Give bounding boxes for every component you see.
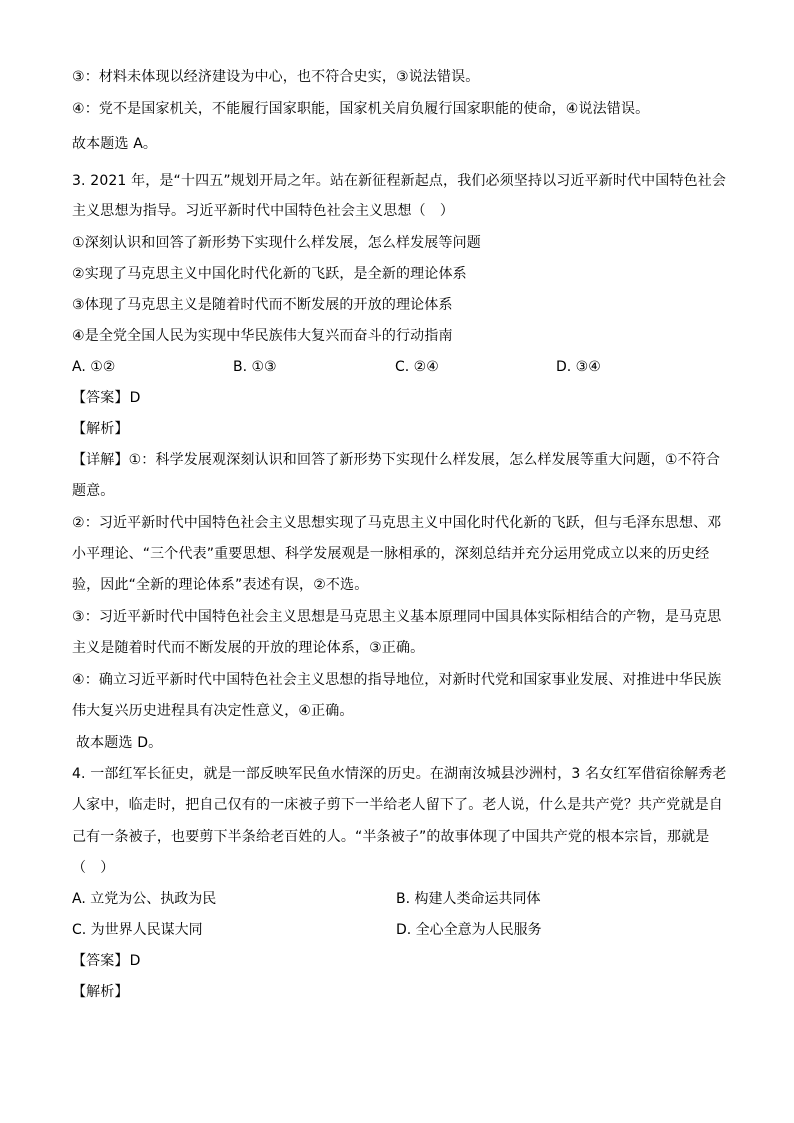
q3-item-3: ③体现了马克思主义是随着时代而不断发展的开放的理论体系 <box>72 297 453 313</box>
q4-option-a: A. 立党为公、执政为民 <box>72 891 217 907</box>
prev-point-4: ④：党不是国家机关，不能履行国家职能，国家机关肩负履行国家职能的使命，④说法错误。 <box>72 101 650 117</box>
q3-detail-1-line-1 <box>72 450 720 470</box>
q3-item-4: ④是全党全国人民为实现中华民族伟大复兴而奋斗的行动指南 <box>72 328 453 344</box>
q4-answer-row <box>72 951 141 971</box>
q3-detail-tag: 【详解】 <box>72 452 129 468</box>
q3-answer-row <box>72 388 141 408</box>
q4-option-d: D. 全心全意为人民服务 <box>396 922 542 938</box>
q3-answer-tag: 【答案】 <box>72 390 129 406</box>
q3-option-a: A. ①② <box>72 359 116 375</box>
q4-analysis-tag: 【解析】 <box>72 984 129 1000</box>
prev-point-3: ③：材料未体现以经济建设为中心，也不符合史实，③说法错误。 <box>72 69 480 85</box>
q3-detail-2-line-1: ②：习近平新时代中国特色社会主义思想实现了马克思主义中国化时代化新的飞跃，但与毛泽东思想、邓 <box>72 515 722 531</box>
q3-item-2: ②实现了马克思主义中国化时代化新的飞跃，是全新的理论体系 <box>72 266 467 282</box>
q4-stem-line-3: 己有一条被子，也要剪下半条给老百姓的人。“半条被子”的故事体现了中国共产党的根本宗旨，那就是 <box>72 829 710 845</box>
q4-answer-tag: 【答案】 <box>72 953 129 969</box>
q3-answer-value: D <box>129 390 141 406</box>
q3-option-b: B. ①③ <box>233 359 277 375</box>
q3-conclusion: 故本题选 D。 <box>76 735 163 751</box>
q4-stem-line-4: （ ） <box>72 860 115 876</box>
q3-detail-2-line-2: 小平理论、“三个代表”重要思想、科学发展观是一脉相承的，深刻总结并充分运用党成立以来的历史经 <box>72 546 710 562</box>
q3-detail-1-text: ①：科学发展观深刻认识和回答了新形势下实现什么样发展，怎么样发展等重大问题，①不符合 <box>128 452 721 468</box>
q3-detail-2-line-3: 验，因此“全新的理论体系”表述有误，②不选。 <box>72 577 369 593</box>
q3-item-1: ①深刻认识和回答了新形势下实现什么样发展，怎么样发展等问题 <box>72 235 481 251</box>
q4-stem-line-2: 人家中，临走时，把自己仅有的一床被子剪下一半给老人留下了。老人说，什么是共产党？共产党就是自 <box>72 797 723 813</box>
prev-conclusion: 故本题选 A。 <box>72 136 158 152</box>
q4-option-c: C. 为世界人民谋大同 <box>72 922 203 938</box>
q3-detail-4-line-1: ④：确立习近平新时代中国特色社会主义思想的指导地位，对新时代党和国家事业发展、对推进中华民族 <box>72 672 722 688</box>
q3-detail-3-line-1: ③：习近平新时代中国特色社会主义思想是马克思主义基本原理同中国具体实际相结合的产物，是马克思 <box>72 609 722 625</box>
q4-answer-value: D <box>129 953 141 969</box>
q4-stem-line-1: 4. 一部红军长征史，就是一部反映军民鱼水情深的历史。在湖南汝城县沙洲村，3 名女红军借宿徐解秀老 <box>72 766 727 782</box>
q3-stem-line-1: 3. 2021 年，是“十四五”规划开局之年。站在新征程新起点，我们必须坚持以习近平新时代中国特色社会 <box>72 173 727 189</box>
q3-option-c: C. ②④ <box>395 359 439 375</box>
q3-detail-4-line-2: 伟大复兴历史进程具有决定性意义，④正确。 <box>72 703 354 719</box>
q3-option-d: D. ③④ <box>556 359 601 375</box>
q4-option-b: B. 构建人类命运共同体 <box>396 891 541 907</box>
q3-detail-1-line-2: 题意。 <box>72 483 115 499</box>
q3-stem-line-2: 主义思想为指导。习近平新时代中国特色社会主义思想（ ） <box>72 203 455 219</box>
q3-analysis-tag: 【解析】 <box>72 421 129 437</box>
q3-detail-3-line-2: 主义是随着时代而不断发展的开放的理论体系，③正确。 <box>72 640 425 656</box>
